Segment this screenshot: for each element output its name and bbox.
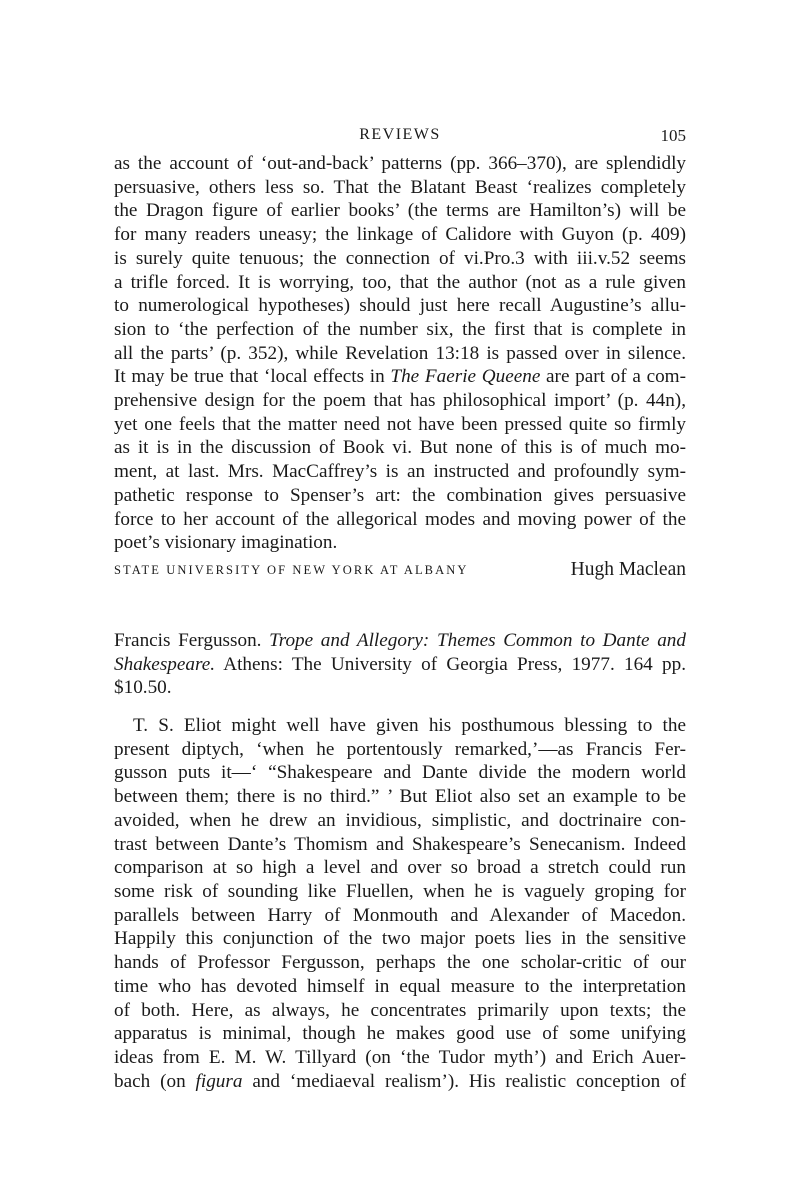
reviewer-affiliation: STATE UNIVERSITY OF NEW YORK AT ALBANY (114, 562, 469, 577)
text-line: bach (on figura and ‘mediaeval realism’). His realistic conception of (114, 1070, 686, 1092)
text-line: Happily this conjunction of the two major poets lies in the sensitive (114, 928, 686, 950)
text-line: poet’s visionary imagination. (114, 532, 338, 554)
text-line: pathetic response to Spenser’s art: the combination gives persuasive (114, 484, 686, 506)
page (114, 122, 686, 1093)
citation-line: Francis Fergusson. Trope and Allegory: Themes Common to Dante and (114, 629, 686, 651)
review-1-signature (114, 559, 686, 585)
text-line: as the account of ‘out-and-back’ patterns (pp. 366–370), are splendidly (114, 153, 686, 174)
text-line: is surely quite tenuous; the connection of vi.Pro.3 with iii.v.52 seems (114, 247, 686, 269)
text-line: apparatus is minimal, though he makes good use of some unifying (114, 1023, 686, 1045)
running-head (114, 122, 686, 152)
text-line: ideas from E. M. W. Tillyard (on ‘the Tudor myth’) and Erich Auer- (114, 1046, 686, 1068)
citation-line: $10.50. (114, 677, 172, 699)
text-line: of both. Here, as always, he concentrates primarily upon texts; the (114, 999, 686, 1021)
text-line: as it is in the discussion of Book vi. But none of this is of much mo- (114, 437, 686, 459)
text-line: to numerological hypotheses) should just here recall Augustine’s allu- (114, 295, 686, 317)
reviewer-name: Hugh Maclean (570, 558, 686, 580)
text-line: a trifle forced. It is worrying, too, that the author (not as a rule given (114, 271, 686, 293)
text-line: gusson puts it—‘ “Shakespeare and Dante divide the modern world (114, 762, 686, 784)
review-2-body (114, 714, 686, 1093)
text-line: time who has devoted himself in equal measure to the interpretation (114, 975, 686, 997)
text-line: parallels between Harry of Monmouth and Alexander of Macedon. (114, 904, 686, 926)
page-number: 105 (660, 126, 686, 145)
text-line: T. S. Eliot might well have given his posthumous blessing to the (133, 715, 686, 737)
review-1-body (114, 152, 686, 555)
book-citation (114, 629, 686, 700)
text-line: between them; there is no third.” ’ But Eliot also set an example to be (114, 786, 686, 808)
text-line: persuasive, others less so. That the Blatant Beast ‘realizes completely (114, 176, 686, 198)
running-title: REVIEWS (359, 126, 441, 143)
text-line: avoided, when he drew an invidious, simplistic, and doctrinaire con- (114, 809, 686, 831)
text-line: some risk of sounding like Fluellen, when he is vaguely groping for (114, 880, 686, 902)
text-line: force to her account of the allegorical modes and moving power of the (114, 508, 686, 530)
text-line: yet one feels that the matter need not have been pressed quite so firmly (114, 413, 686, 435)
citation-line: Shakespeare. Athens: The University of Georgia Press, 1977. 164 pp. (114, 653, 686, 675)
text-line: all the parts’ (p. 352), while Revelation 13:18 is passed over in silence. (114, 342, 686, 364)
text-line: prehensive design for the poem that has philosophical import’ (p. 44n), (114, 390, 686, 412)
text-line: hands of Professor Fergusson, perhaps the one scholar-critic of our (114, 952, 686, 974)
text-line: the Dragon figure of earlier books’ (the terms are Hamilton’s) will be (114, 200, 686, 222)
text-line: present diptych, ‘when he portentously remarked,’—as Francis Fer- (114, 738, 686, 760)
text-line: sion to ‘the perfection of the number six, the first that is complete in (114, 318, 686, 340)
text-line: trast between Dante’s Thomism and Shakespeare’s Senecanism. Indeed (114, 833, 686, 855)
text-line: for many readers uneasy; the linkage of Calidore with Guyon (p. 409) (114, 224, 686, 246)
text-line: ment, at last. Mrs. MacCaffrey’s is an instructed and profoundly sym- (114, 461, 686, 483)
text-line: It may be true that ‘local effects in The Faerie Queene are part of a com- (114, 366, 686, 388)
text-line: comparison at so high a level and over so broad a stretch could run (114, 857, 686, 879)
